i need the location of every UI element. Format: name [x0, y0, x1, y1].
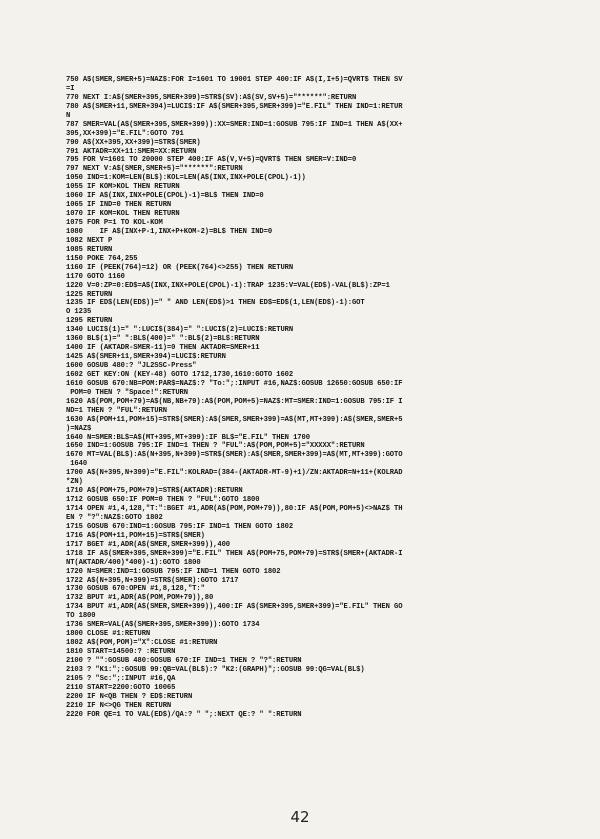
code-line: 2110 START=2200:GOTO 10065 — [66, 683, 176, 692]
code-line: 1715 GOSUB 670:IND=1:GOSUB 795:IF IND=1 THEN GOTO 1802 — [66, 522, 294, 531]
code-line: 1712 GOSUB 650:IF POM=0 THEN ? "FUL":GOTO 1800 — [66, 496, 260, 505]
code-line: 1718 IF A$(SMER+395,SMER+399)="E.FIL" THEN A$(POM+75,POM+79)=STR$(SMER+(AKTADR-I — [66, 549, 403, 558]
code-line: 1714 OPEN #1,4,128,"T:":BGET #1,ADR(A$(POM,POM+79)),80:IF A$(POM,POM+5)<>NAZ$ TH — [66, 505, 403, 513]
code-line: N — [66, 111, 71, 120]
code-line: 1802 A$(POM,POM)="X":CLOSE #1:RETURN — [66, 639, 218, 648]
code-line: 1085 RETURN — [66, 245, 113, 254]
code-line: 1235 IF ED$(LEN(ED$))=" " AND LEN(ED$)>1 THEN ED$=ED$(1,LEN(ED$)-1):GOT — [66, 299, 365, 308]
code-line: 1716 A$(POM+11,POM+15)=STR$(SMER) — [66, 531, 205, 540]
code-line: =I — [66, 84, 75, 93]
code-line: 2210 IF N<>QG THEN RETURN — [66, 701, 172, 710]
code-line: 1055 IF KOM>KOL THEN RETURN — [66, 183, 180, 192]
code-line: TO 1800 — [66, 612, 96, 621]
code-line: 1810 START=14500:? :RETURN — [66, 648, 176, 656]
code-line: 1050 IND=1:KOM=LEN(BL$):KOL=LEN(A$(INX,INX+POLE(CPOL)-1)) — [66, 174, 306, 183]
code-line: 780 A$(SMER+11,SMER+394)=LUCI$:IF A$(SMER+395,SMER+399)="E.FIL" THEN IND=1:RETUR — [66, 102, 403, 111]
code-line: 1160 IF (PEEK(764)=12) OR (PEEK(764)<>255) THEN RETURN — [66, 263, 294, 272]
code-line: 2100 ? "":GOSUB 480:GOSUB 670:IF IND=1 THEN ? "?":RETURN — [66, 656, 302, 665]
code-line: 790 A$(XX+395,XX+399)=STR$(SMER) — [66, 138, 201, 147]
code-line: 1722 A$(N+395,N+399)=STR$(SMER):GOTO 1717 — [66, 576, 239, 585]
code-line: 1070 IF KOM=KOL THEN RETURN — [66, 210, 180, 219]
code-line: 1670 MT=VAL(BL$):A$(N+395,N+399)=STR$(SMER):A$(SMER,SMER+399)=A$(MT,MT+399):GOTO — [66, 451, 403, 460]
code-line: O 1235 — [66, 308, 92, 317]
code-line: 1734 BPUT #1,ADR(A$(SMER,SMER+399)),400:IF A$(SMER+395,SMER+399)="E.FIL" THEN GO — [66, 603, 403, 612]
code-line: 787 SMER=VAL(A$(SMER+395,SMER+399)):XX=SMER:IND=1:GOSUB 795:IF IND=1 THEN A$(XX+ — [66, 120, 403, 129]
code-line: NT(AKTADR/400)*400)-1):GOTO 1800 — [66, 558, 201, 567]
code-line: 395,XX+399)="E.FIL":GOTO 791 — [66, 129, 184, 138]
code-line: 2200 IF N<QB THEN ? ED$:RETURN — [66, 692, 193, 701]
code-line: 1150 POKE 764,255 — [66, 254, 138, 263]
code-line: 770 NEXT I:A$(SMER+395,SMER+399)=STR$(SV):A$(SV,SV+5)="******":RETURN — [66, 93, 357, 102]
code-line: 1065 IF IND=0 THEN RETURN — [66, 201, 172, 210]
code-line: 1717 BGET #1,ADR(A$(SMER,SMER+399)),400 — [66, 540, 230, 549]
code-line: 1710 A$(POM+75,POM+79)=STR$(AKTADR):RETURN — [66, 487, 243, 496]
code-line: 1600 GOSUB 480:? "JL2SSC-Press" — [66, 362, 197, 370]
code-line: 1800 CLOSE #1:RETURN — [66, 630, 151, 639]
code-line: 795 FOR V=1601 TO 20000 STEP 400:IF A$(V,V+5)=QVRT$ THEN SMER=V:IND=0 — [66, 156, 357, 165]
code-line: 1400 IF (AKTADR-SMER-11)=0 THEN AKTADR=SMER+11 — [66, 344, 260, 353]
code-line: EN ? "?":NAZ$:GOTO 1802 — [66, 513, 163, 522]
code-line: ND=1 THEN ? "FUL":RETURN — [66, 406, 167, 415]
code-line: 797 NEXT V:A$(SMER,SMER+5)="******":RETURN — [66, 165, 243, 174]
code-line: 1700 A$(N+395,N+399)="E.FIL":KOLRAD=(384-(AKTADR-MT-9)+1)/ZN:AKTADR=N+11+(KOLRAD — [66, 469, 403, 478]
code-line: 1640 N=SMER:BL$=A$(MT+395,MT+399):IF BL$="E.FIL" THEN 1700 — [66, 433, 310, 442]
code-line: *ZN) — [66, 478, 83, 487]
code-line: 1060 IF A$(INX,INX+POLE(CPOL)-1)=BL$ THEN IND=0 — [66, 192, 264, 201]
basic-program-listing — [66, 76, 586, 720]
code-line: 1630 A$(POM+11,POM+15)=STR$(SMER):A$(SMER,SMER+399)=A$(MT,MT+399):A$(SMER,SMER+5 — [66, 415, 403, 424]
code-line: 1340 LUCI$(1)=" ":LUCI$(384)=" ":LUCI$(2)=LUCI$:RETURN — [66, 326, 294, 335]
code-line: 1620 A$(POM,POM+79)=A$(NB,NB+79):A$(POM,POM+5)=NAZ$:MT=SMER:IND=1:GOSUB 795:IF I — [66, 397, 403, 406]
code-line: 1220 V=0:ZP=0:ED$=A$(INX,INX+POLE(CPOL)-1):TRAP 1235:V=VAL(ED$)-VAL(BL$):ZP=1 — [66, 281, 390, 290]
code-line: 1732 BPUT #1,ADR(A$(POM,POM+79)),80 — [66, 594, 214, 603]
code-line: 1080 IF A$(INX+P-1,INX+P+KOM-2)=BL$ THEN IND=0 — [66, 227, 273, 236]
code-line: 1650 IND=1:GOSUB 795:IF IND=1 THEN ? "FUL":A$(POM,POM+5)="XXXXX":RETURN — [66, 442, 365, 451]
code-line: 1170 GOTO 1160 — [66, 272, 125, 281]
code-line: 1602 GET KEY:ON (KEY-48) GOTO 1712,1730,1610:GOTO 1602 — [66, 370, 294, 379]
code-line: 1295 RETURN — [66, 317, 113, 326]
page-number: 42 — [290, 808, 310, 826]
code-line: 1225 RETURN — [66, 290, 113, 299]
code-line: POM=0 THEN ? "Space!":RETURN — [66, 388, 188, 397]
code-line: 750 A$(SMER,SMER+5)=NAZ$:FOR I=1601 TO 19001 STEP 400:IF A$(I,I+5)=QVRT$ THEN SV — [66, 76, 403, 84]
code-line: 2220 FOR QE=1 TO VAL(ED$)/QA:? " ";:NEXT QE:? " ":RETURN — [66, 710, 302, 719]
code-line: )=NAZ$ — [66, 424, 92, 433]
code-line: 1082 NEXT P — [66, 236, 113, 245]
code-line: 1425 A$(SMER+11,SMER+394)=LUCI$:RETURN — [66, 353, 226, 362]
code-line: 791 AKTADR=XX+11:SMER=XX:RETURN — [66, 147, 197, 156]
code-line: 1360 BL$(1)=" ":BL$(400)=" ":BL$(2)=BL$:RETURN — [66, 335, 260, 344]
code-line: 1720 N=SMER:IND=1:GOSUB 795:IF IND=1 THEN GOTO 1802 — [66, 567, 281, 576]
code-line: 1610 GOSUB 670:NB=POM:PAR$=NAZ$:? "To:";:INPUT #16,NAZ$:GOSUB 12650:GOSUB 650:IF — [66, 379, 403, 388]
code-line: 1640 — [66, 460, 88, 469]
code-line: 2103 ? "K1:";:GOSUB 99:QB=VAL(BL$):? "K2:(GRAPH)";:GOSUB 99:QG=VAL(BL$) — [66, 665, 365, 674]
code-line: 2105 ? "Sc:";:INPUT #16,QA — [66, 674, 176, 683]
code-line: 1075 FOR P=1 TO KOL-KOM — [66, 219, 163, 227]
code-line: 1736 SMER=VAL(A$(SMER+395,SMER+399)):GOTO 1734 — [66, 621, 260, 630]
code-line: 1730 GOSUB 670:OPEN #1,8,128,"T:" — [66, 585, 205, 594]
